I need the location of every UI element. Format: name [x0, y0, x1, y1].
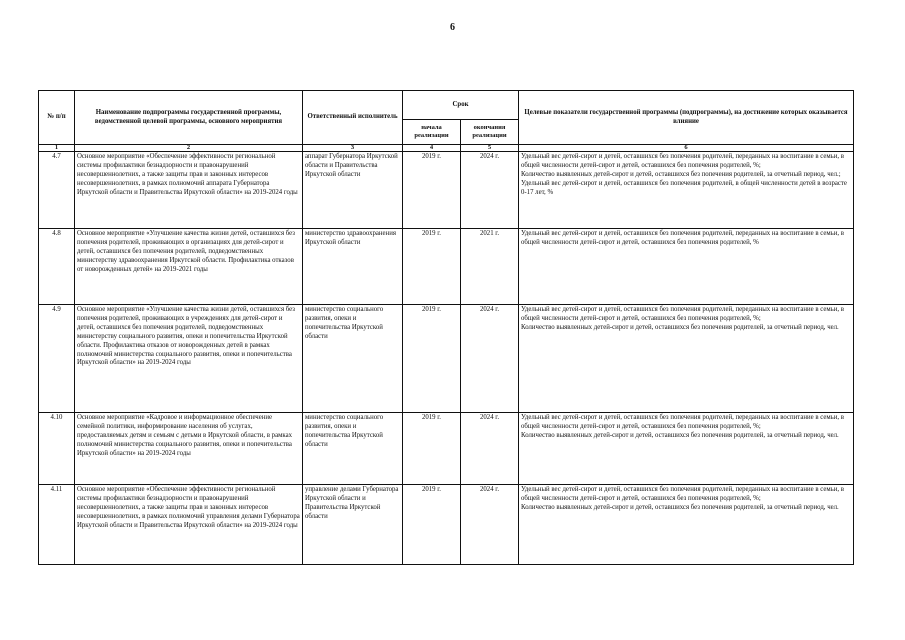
responsible-executor: министерство социального развития, опеки и попечительства Иркутской области: [303, 305, 403, 413]
table-row: [39, 485, 854, 565]
indicator-text: Удельный вес детей-сирот и детей, оставшихся без попечения родителей, переданных на воспитание в семьи, в общей численности детей-сирот и детей, оставшихся без попечения родителей, %;: [521, 486, 844, 502]
activity-name: Основное мероприятие «Улучшение качества жизни детей, оставшихся без попечения родителей, проживающих в учреждениях для детей-сирот и детей, оставшихся без попечения родителей, подведомственных министерству социального развития, опеки и попечительства Иркутской области. Профилактика отказов от новорожденных детей в рамках полномочий министерства социального развития, опеки и попечительства Иркутской области» на 2019-2024 годы: [75, 305, 303, 413]
column-number: 3: [303, 145, 403, 152]
start-year: 2019 г.: [403, 485, 461, 565]
responsible-executor: министерство здравоохранения Иркутской области: [303, 229, 403, 305]
header-term-start: начала реализации: [403, 120, 461, 145]
indicator-text: Количество выявленных детей-сирот и детей, оставшихся без попечения родителей, за отчетный период, чел.: [521, 431, 839, 439]
indicator-text: Удельный вес детей-сирот и детей, оставшихся без попечения родителей, в общей численности детей в возрасте 0-17 лет, %: [521, 179, 847, 196]
responsible-executor: управление делами Губернатора Иркутской области и Правительства Иркутской области: [303, 485, 403, 565]
column-number: 2: [75, 145, 303, 152]
start-year: 2019 г.: [403, 305, 461, 413]
end-year: 2024 г.: [461, 305, 519, 413]
header-term: Срок: [403, 91, 519, 120]
indicator-text: Удельный вес детей-сирот и детей, оставшихся без попечения родителей, переданных на воспитание в семьи, в общей численности детей-сирот и детей, оставшихся без попечения родителей, %: [521, 230, 844, 246]
table-row: [39, 229, 854, 305]
end-year: 2024 г.: [461, 485, 519, 565]
indicators-cell: [519, 305, 854, 413]
table-row: [39, 305, 854, 413]
column-number: 1: [39, 145, 75, 152]
row-number: 4.9: [39, 305, 75, 413]
program-table: [38, 90, 854, 565]
indicator-text: Количество выявленных детей-сирот и детей, оставшихся без попечения родителей, за отчетный период, чел.: [521, 323, 839, 331]
column-number: 6: [519, 145, 854, 152]
activity-name: Основное мероприятие «Обеспечение эффективности региональной системы профилактики безнадзорности и правонарушений несовершеннолетних, а также защиты прав и законных интересов несовершеннолетних, в рамках полномочий аппарата Губернатора Иркутской области и Правительства Иркутской области» на 2019-2024 годы: [75, 152, 303, 229]
table-row: [39, 413, 854, 485]
activity-name: Основное мероприятие «Обеспечение эффективности региональной системы профилактики безнадзорности и правонарушений несовершеннолетних, а также защиты прав и законных интересов несовершеннолетних, в рамках полномочий управления делами Губернатора Иркутской области и Правительства Иркутской области» на 2019-2024 годы: [75, 485, 303, 565]
indicator-text: Количество выявленных детей-сирот и детей, оставшихся без попечения родителей, за отчетный период, чел.;: [521, 170, 841, 178]
start-year: 2019 г.: [403, 152, 461, 229]
header-name: Наименование подпрограммы государственной программы, ведомственной целевой программы, основного мероприятия: [75, 91, 303, 145]
indicators-cell: [519, 152, 854, 229]
column-number-row: [39, 145, 854, 152]
activity-name: Основное мероприятие «Кадровое и информационное обеспечение семейной политики, информирование населения об услугах, предоставляемых детям и семьям с детьми в Иркутской области, в рамках полномочий министерства социального развития, опеки и попечительства Иркутской области» на 2019-2024 годы: [75, 413, 303, 485]
indicator-text: Удельный вес детей-сирот и детей, оставшихся без попечения родителей, переданных на воспитание в семьи, в общей численности детей-сирот и детей, оставшихся без попечения родителей, %;: [521, 306, 844, 322]
activity-name: Основное мероприятие «Улучшение качества жизни детей, оставшихся без попечения родителей, проживающих в организациях для детей-сирот и детей, оставшихся без попечения родителей, подведомственных министерству здравоохранения Иркутской области. Профилактика отказов от новорожденных детей» на 2019-2021 годы: [75, 229, 303, 305]
row-number: 4.10: [39, 413, 75, 485]
indicator-text: Удельный вес детей-сирот и детей, оставшихся без попечения родителей, переданных на воспитание в семьи, в общей численности детей-сирот и детей, оставшихся без попечения родителей, %;: [521, 414, 844, 430]
page-number: 6: [450, 22, 455, 33]
header-indicators: Целевые показатели государственной программы (подпрограммы), на достижение которых оказывается влияние: [519, 91, 854, 145]
table-header: [39, 91, 854, 152]
table-body: [39, 152, 854, 565]
header-num: № п/п: [39, 91, 75, 145]
indicators-cell: [519, 485, 854, 565]
column-number: 5: [461, 145, 519, 152]
table-row: [39, 152, 854, 229]
end-year: 2024 г.: [461, 152, 519, 229]
row-number: 4.8: [39, 229, 75, 305]
end-year: 2021 г.: [461, 229, 519, 305]
indicator-text: Количество выявленных детей-сирот и детей, оставшихся без попечения родителей, за отчетный период, чел.: [521, 503, 839, 511]
row-number: 4.7: [39, 152, 75, 229]
row-number: 4.11: [39, 485, 75, 565]
end-year: 2024 г.: [461, 413, 519, 485]
indicator-text: Удельный вес детей-сирот и детей, оставшихся без попечения родителей, переданных на воспитание в семьи, в общей численности детей-сирот и детей, оставшихся без попечения родителей, %;: [521, 153, 844, 169]
column-number: 4: [403, 145, 461, 152]
responsible-executor: министерство социального развития, опеки и попечительства Иркутской области: [303, 413, 403, 485]
indicators-cell: [519, 413, 854, 485]
responsible-executor: аппарат Губернатора Иркутской области и Правительства Иркутской области: [303, 152, 403, 229]
indicators-cell: [519, 229, 854, 305]
start-year: 2019 г.: [403, 229, 461, 305]
start-year: 2019 г.: [403, 413, 461, 485]
header-responsible: Ответственный исполнитель: [303, 91, 403, 145]
header-term-end: окончания реализации: [461, 120, 519, 145]
